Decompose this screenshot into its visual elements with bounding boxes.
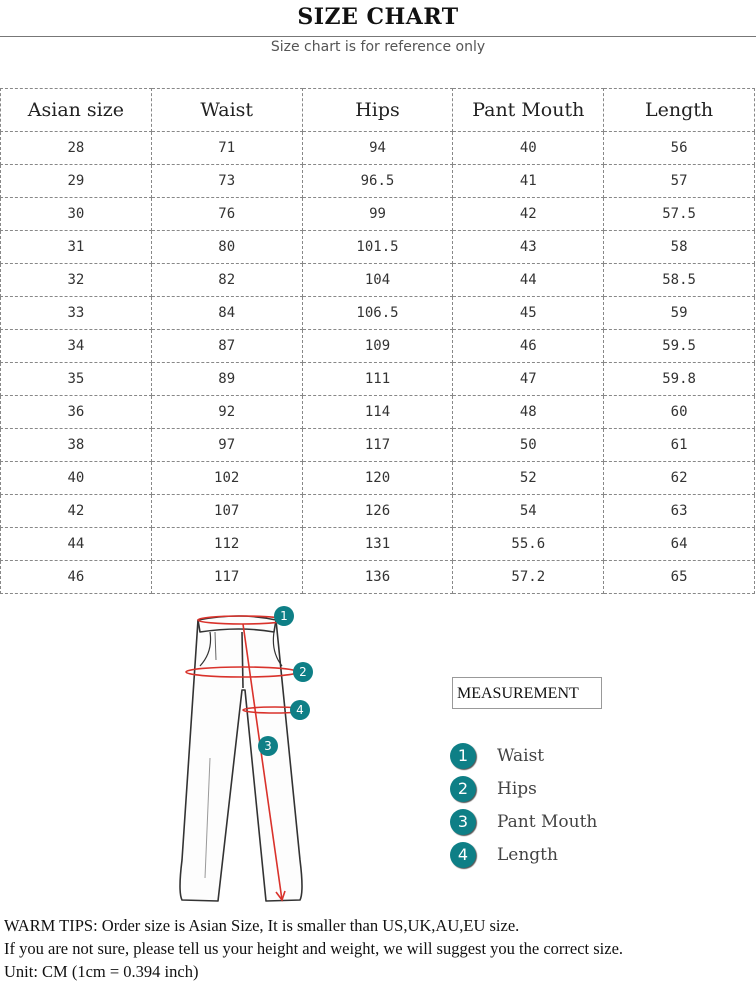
table-cell: 97	[151, 429, 302, 462]
legend-label: Hips	[497, 779, 537, 799]
legend-label: Pant Mouth	[497, 812, 598, 832]
tips-line-1: WARM TIPS: Order size is Asian Size, It is smaller than US,UK,AU,EU size.	[4, 916, 520, 935]
column-header: Asian size	[1, 89, 152, 132]
warm-tips	[4, 914, 754, 983]
table-cell: 54	[453, 495, 604, 528]
table-row	[1, 264, 755, 297]
table-row	[1, 429, 755, 462]
table-cell: 99	[302, 198, 453, 231]
table-cell: 82	[151, 264, 302, 297]
column-header: Hips	[302, 89, 453, 132]
table-cell: 42	[1, 495, 152, 528]
table-cell: 29	[1, 165, 152, 198]
table-cell: 50	[453, 429, 604, 462]
pants-outline-icon	[180, 616, 302, 901]
legend-label: Waist	[497, 746, 545, 766]
table-cell: 114	[302, 396, 453, 429]
table-cell: 58	[604, 231, 755, 264]
table-cell: 107	[151, 495, 302, 528]
pants-diagram	[170, 602, 330, 908]
table-cell: 106.5	[302, 297, 453, 330]
table-row	[1, 198, 755, 231]
table-cell: 64	[604, 528, 755, 561]
table-cell: 111	[302, 363, 453, 396]
table-cell: 34	[1, 330, 152, 363]
legend-item-waist	[450, 743, 650, 773]
table-row	[1, 528, 755, 561]
table-cell: 76	[151, 198, 302, 231]
table-cell: 57.5	[604, 198, 755, 231]
table-cell: 131	[302, 528, 453, 561]
table-body	[1, 132, 755, 594]
table-cell: 117	[151, 561, 302, 594]
page-title: SIZE CHART	[297, 4, 459, 30]
title-divider	[0, 36, 756, 37]
table-cell: 126	[302, 495, 453, 528]
table-header-row	[1, 89, 755, 132]
table-cell: 44	[1, 528, 152, 561]
table-cell: 28	[1, 132, 152, 165]
table-cell: 55.6	[453, 528, 604, 561]
table-row	[1, 363, 755, 396]
legend-item-hips	[450, 776, 650, 806]
table-cell: 84	[151, 297, 302, 330]
number-badge-icon: 1	[450, 743, 476, 769]
table-cell: 61	[604, 429, 755, 462]
table-cell: 57.2	[453, 561, 604, 594]
table-cell: 33	[1, 297, 152, 330]
table-cell: 52	[453, 462, 604, 495]
marker-2-label: 2	[299, 665, 307, 679]
table-row	[1, 495, 755, 528]
table-cell: 59.5	[604, 330, 755, 363]
marker-4	[290, 700, 310, 720]
table-cell: 30	[1, 198, 152, 231]
table-cell: 47	[453, 363, 604, 396]
table-row	[1, 396, 755, 429]
table-cell: 109	[302, 330, 453, 363]
tips-line-3: Unit: CM (1cm = 0.394 inch)	[4, 962, 199, 981]
table-cell: 46	[453, 330, 604, 363]
table-cell: 38	[1, 429, 152, 462]
table-cell: 80	[151, 231, 302, 264]
table-cell: 35	[1, 363, 152, 396]
column-header: Pant Mouth	[453, 89, 604, 132]
table-row	[1, 330, 755, 363]
table-cell: 58.5	[604, 264, 755, 297]
marker-1	[274, 606, 294, 626]
table-row	[1, 297, 755, 330]
table-cell: 62	[604, 462, 755, 495]
table-cell: 63	[604, 495, 755, 528]
number-badge-icon: 4	[450, 842, 476, 868]
legend-label: Length	[497, 845, 558, 865]
size-table	[0, 88, 755, 594]
table-cell: 45	[453, 297, 604, 330]
marker-3-label: 3	[264, 739, 272, 753]
table-cell: 31	[1, 231, 152, 264]
table-row	[1, 165, 755, 198]
table-cell: 73	[151, 165, 302, 198]
table-cell: 46	[1, 561, 152, 594]
marker-2	[293, 662, 313, 682]
table-cell: 104	[302, 264, 453, 297]
number-badge-icon: 2	[450, 776, 476, 802]
column-header: Length	[604, 89, 755, 132]
table-cell: 101.5	[302, 231, 453, 264]
table-cell: 59.8	[604, 363, 755, 396]
table-cell: 89	[151, 363, 302, 396]
table-row	[1, 561, 755, 594]
marker-3	[258, 736, 278, 756]
table-cell: 136	[302, 561, 453, 594]
table-cell: 48	[453, 396, 604, 429]
table-cell: 44	[453, 264, 604, 297]
table-cell: 102	[151, 462, 302, 495]
table-cell: 96.5	[302, 165, 453, 198]
table-cell: 59	[604, 297, 755, 330]
table-cell: 117	[302, 429, 453, 462]
table-cell: 43	[453, 231, 604, 264]
table-cell: 42	[453, 198, 604, 231]
column-header: Waist	[151, 89, 302, 132]
table-cell: 32	[1, 264, 152, 297]
table-row	[1, 231, 755, 264]
table-cell: 41	[453, 165, 604, 198]
measurement-heading: MEASUREMENT	[452, 677, 602, 709]
table-cell: 40	[1, 462, 152, 495]
table-cell: 40	[453, 132, 604, 165]
table-cell: 36	[1, 396, 152, 429]
table-cell: 120	[302, 462, 453, 495]
legend-item-length	[450, 842, 650, 872]
tips-line-2: If you are not sure, please tell us your height and weight, we will suggest you the correct size.	[4, 939, 624, 958]
number-badge-icon: 3	[450, 809, 476, 835]
table-row	[1, 132, 755, 165]
marker-4-label: 4	[296, 703, 304, 717]
marker-1-label: 1	[280, 609, 288, 623]
table-cell: 60	[604, 396, 755, 429]
table-cell: 112	[151, 528, 302, 561]
table-row	[1, 462, 755, 495]
table-cell: 56	[604, 132, 755, 165]
table-cell: 87	[151, 330, 302, 363]
table-cell: 94	[302, 132, 453, 165]
legend-item-pant-mouth	[450, 809, 650, 839]
page-subtitle: Size chart is for reference only	[270, 39, 486, 55]
table-cell: 92	[151, 396, 302, 429]
table-cell: 71	[151, 132, 302, 165]
table-cell: 65	[604, 561, 755, 594]
table-cell: 57	[604, 165, 755, 198]
